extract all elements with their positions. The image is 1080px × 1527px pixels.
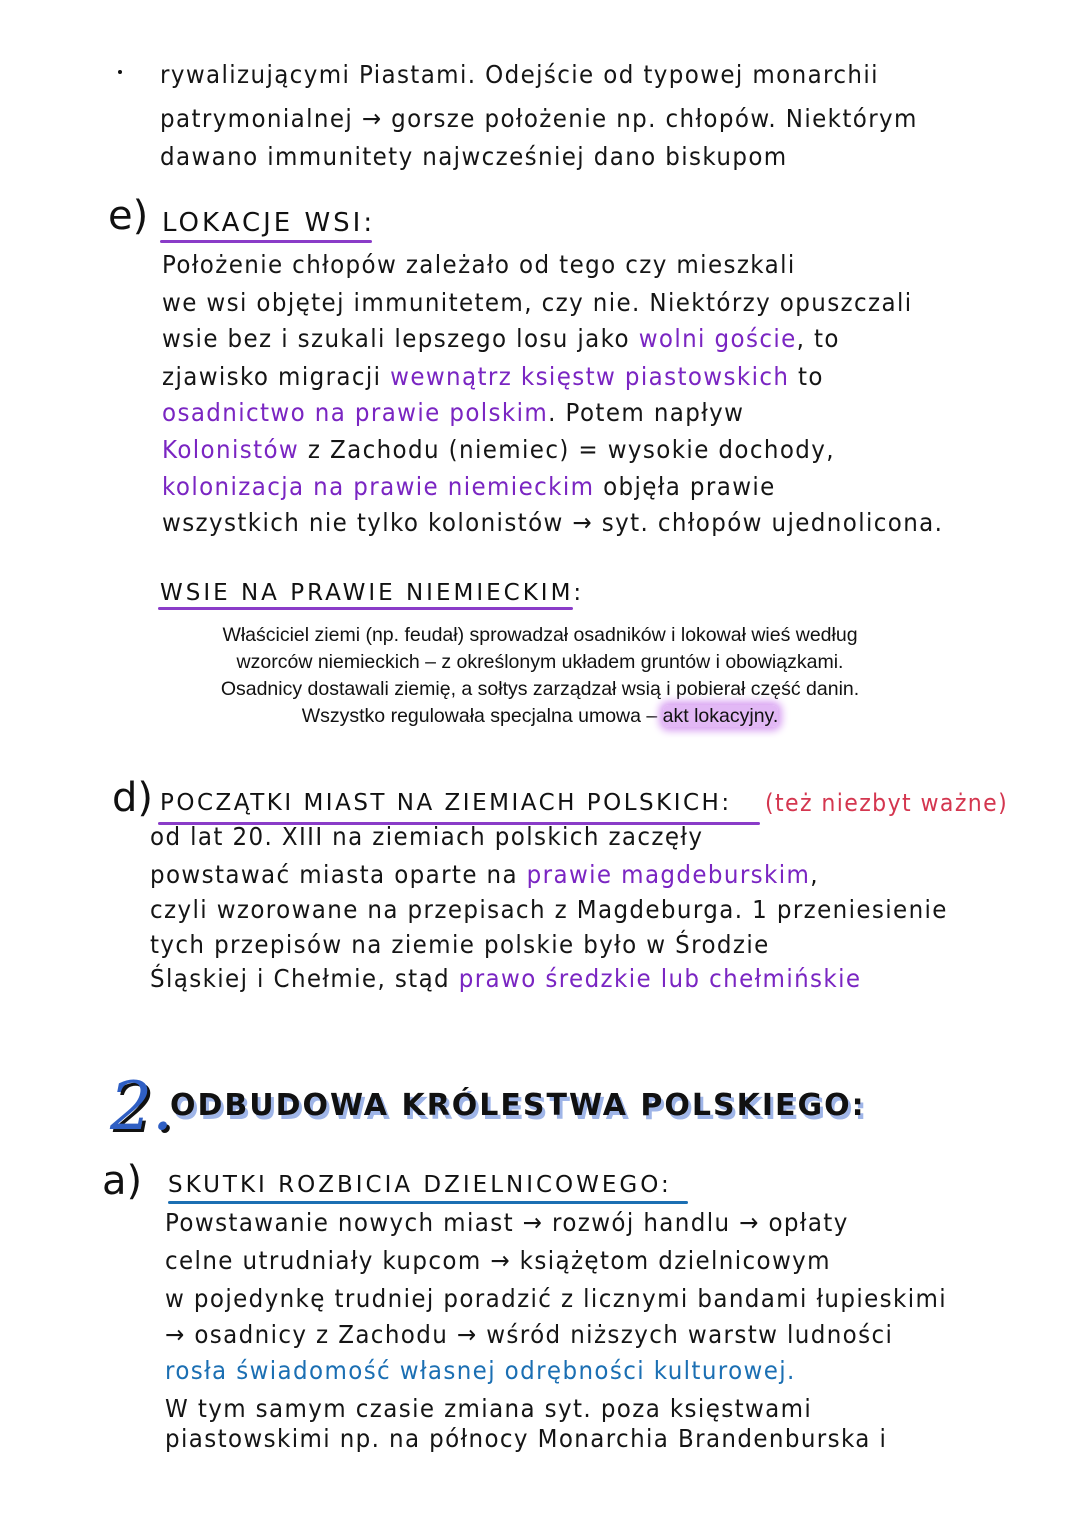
note-text: W tym samym czasie zmiana syt. poza księstwami bbox=[165, 1394, 813, 1423]
section-a-line bbox=[165, 1246, 831, 1275]
wsie-paragraph-line: wzorców niemieckich – z określonym układem gruntów i obowiązkami. bbox=[236, 651, 844, 673]
note-text: zjawisko migracji bbox=[162, 362, 391, 391]
section-d-title: POCZĄTKI MIAST NA ZIEMIACH POLSKICH: bbox=[160, 790, 732, 816]
section-a-underline bbox=[168, 1201, 688, 1204]
note-text: Położenie chłopów zależało od tego czy mieszkali bbox=[162, 250, 796, 279]
intro-line bbox=[160, 142, 788, 171]
section-d-line bbox=[150, 895, 948, 924]
section-e-line bbox=[162, 398, 744, 427]
wsie-underline bbox=[158, 607, 573, 610]
note-text: Powstawanie nowych miast → rozwój handlu → opłaty bbox=[165, 1208, 849, 1237]
note-text: Śląskiej i Chełmie, stąd bbox=[150, 964, 459, 993]
wsie-paragraph-line bbox=[0, 705, 1080, 728]
note-text: wszystkich nie tylko kolonistów → syt. chłopów ujednolicona. bbox=[162, 508, 944, 537]
section-a-line bbox=[165, 1208, 849, 1237]
note-text: objęła prawie bbox=[594, 472, 776, 501]
section-e-line bbox=[162, 508, 943, 537]
bullet-dot bbox=[118, 70, 122, 74]
section-e-label: e) bbox=[108, 193, 149, 239]
highlighted-note-text: prawie magdeburskim bbox=[526, 860, 811, 889]
section-d-line bbox=[150, 930, 770, 959]
note-text: w pojedynkę trudniej poradzić z licznymi bandami łupieskimi bbox=[165, 1284, 948, 1313]
section-a-line bbox=[165, 1424, 887, 1453]
note-text: we wsi objętej immunitetem, czy nie. Niektórzy opuszczali bbox=[162, 288, 913, 317]
chapter-number: 2. bbox=[110, 1068, 173, 1145]
note-text: celne utrudniały kupcom → książętom dzielnicowym bbox=[165, 1246, 831, 1275]
section-a-line bbox=[165, 1394, 812, 1423]
note-text: patrymonialnej → gorsze położenie np. chłopów. Niektórym bbox=[160, 104, 918, 133]
highlighted-note-text: wolni goście bbox=[638, 324, 797, 353]
note-text: czyli wzorowane na przepisach z Magdeburga. 1 przeniesienie bbox=[150, 895, 948, 924]
section-a-line bbox=[165, 1320, 893, 1349]
section-d-line bbox=[150, 822, 703, 851]
note-text: od lat 20. XIII na ziemiach polskich zaczęły bbox=[150, 822, 704, 851]
wsie-title: WSIE NA PRAWIE NIEMIECKIM: bbox=[160, 580, 585, 606]
section-e-title: LOKACJE WSI: bbox=[162, 208, 376, 238]
note-text: tych przepisów na ziemie polskie było w Środzie bbox=[150, 930, 770, 959]
highlighted-note-text: wewnątrz księstw piastowskich bbox=[390, 362, 790, 391]
wsie-paragraph-text: Wszystko regulowała specjalna umowa – bbox=[301, 705, 663, 727]
wsie-paragraph-line: Właściciel ziemi (np. feudał) sprowadzał osadników i lokował wieś według bbox=[222, 624, 858, 646]
section-a-title: SKUTKI ROZBICIA DZIELNICOWEGO: bbox=[168, 1172, 672, 1198]
section-d-note: (też niezbyt ważne) bbox=[765, 789, 1009, 817]
note-text: dawano immunitety najwcześniej dano biskupom bbox=[160, 142, 788, 171]
highlighted-note-text: kolonizacja na prawie niemieckim bbox=[162, 472, 595, 501]
chapter-title: ODBUDOWA KRÓLESTWA POLSKIEGO: bbox=[170, 1088, 866, 1123]
section-e-line bbox=[162, 324, 840, 353]
highlighted-note-text: rosła świadomość własnej odrębności kulturowej. bbox=[165, 1356, 796, 1385]
note-text: z Zachodu (niemiec) = wysokie dochody, bbox=[299, 435, 835, 464]
highlighted-note-text: osadnictwo na prawie polskim bbox=[162, 398, 549, 427]
section-e-line bbox=[162, 250, 796, 279]
section-d-line bbox=[150, 964, 861, 993]
section-a-line bbox=[165, 1356, 796, 1385]
highlighted-note-text: Kolonistów bbox=[162, 435, 300, 464]
section-e-underline bbox=[160, 240, 372, 243]
section-e-line bbox=[162, 288, 913, 317]
note-text: rywalizującymi Piastami. Odejście od typowej monarchii bbox=[160, 60, 879, 89]
note-text: powstawać miasta oparte na bbox=[150, 860, 527, 889]
note-text: , to bbox=[796, 324, 840, 353]
section-d-line bbox=[150, 860, 819, 889]
section-a-label: a) bbox=[102, 1158, 143, 1204]
note-text: , bbox=[810, 860, 819, 889]
note-text: wsie bez i szukali lepszego losu jako bbox=[162, 324, 639, 353]
intro-line bbox=[160, 60, 879, 89]
highlighted-term: akt lokacyjny. bbox=[662, 705, 779, 727]
note-text: piastowskimi np. na północy Monarchia Brandenburska i bbox=[165, 1424, 888, 1453]
section-a-line bbox=[165, 1284, 947, 1313]
wsie-paragraph-line: Osadnicy dostawali ziemię, a sołtys zarządzał wsią i pobierał część danin. bbox=[220, 678, 860, 700]
note-text: → osadnicy z Zachodu → wśród niższych warstw ludności bbox=[165, 1320, 894, 1349]
note-text: to bbox=[789, 362, 824, 391]
section-d-label: d) bbox=[112, 775, 153, 821]
highlighted-note-text: prawo średzkie lub chełmińskie bbox=[458, 964, 862, 993]
section-e-line bbox=[162, 435, 835, 464]
section-e-line bbox=[162, 362, 824, 391]
note-text: . Potem napływ bbox=[548, 398, 745, 427]
section-e-line bbox=[162, 472, 776, 501]
intro-line bbox=[160, 104, 918, 133]
